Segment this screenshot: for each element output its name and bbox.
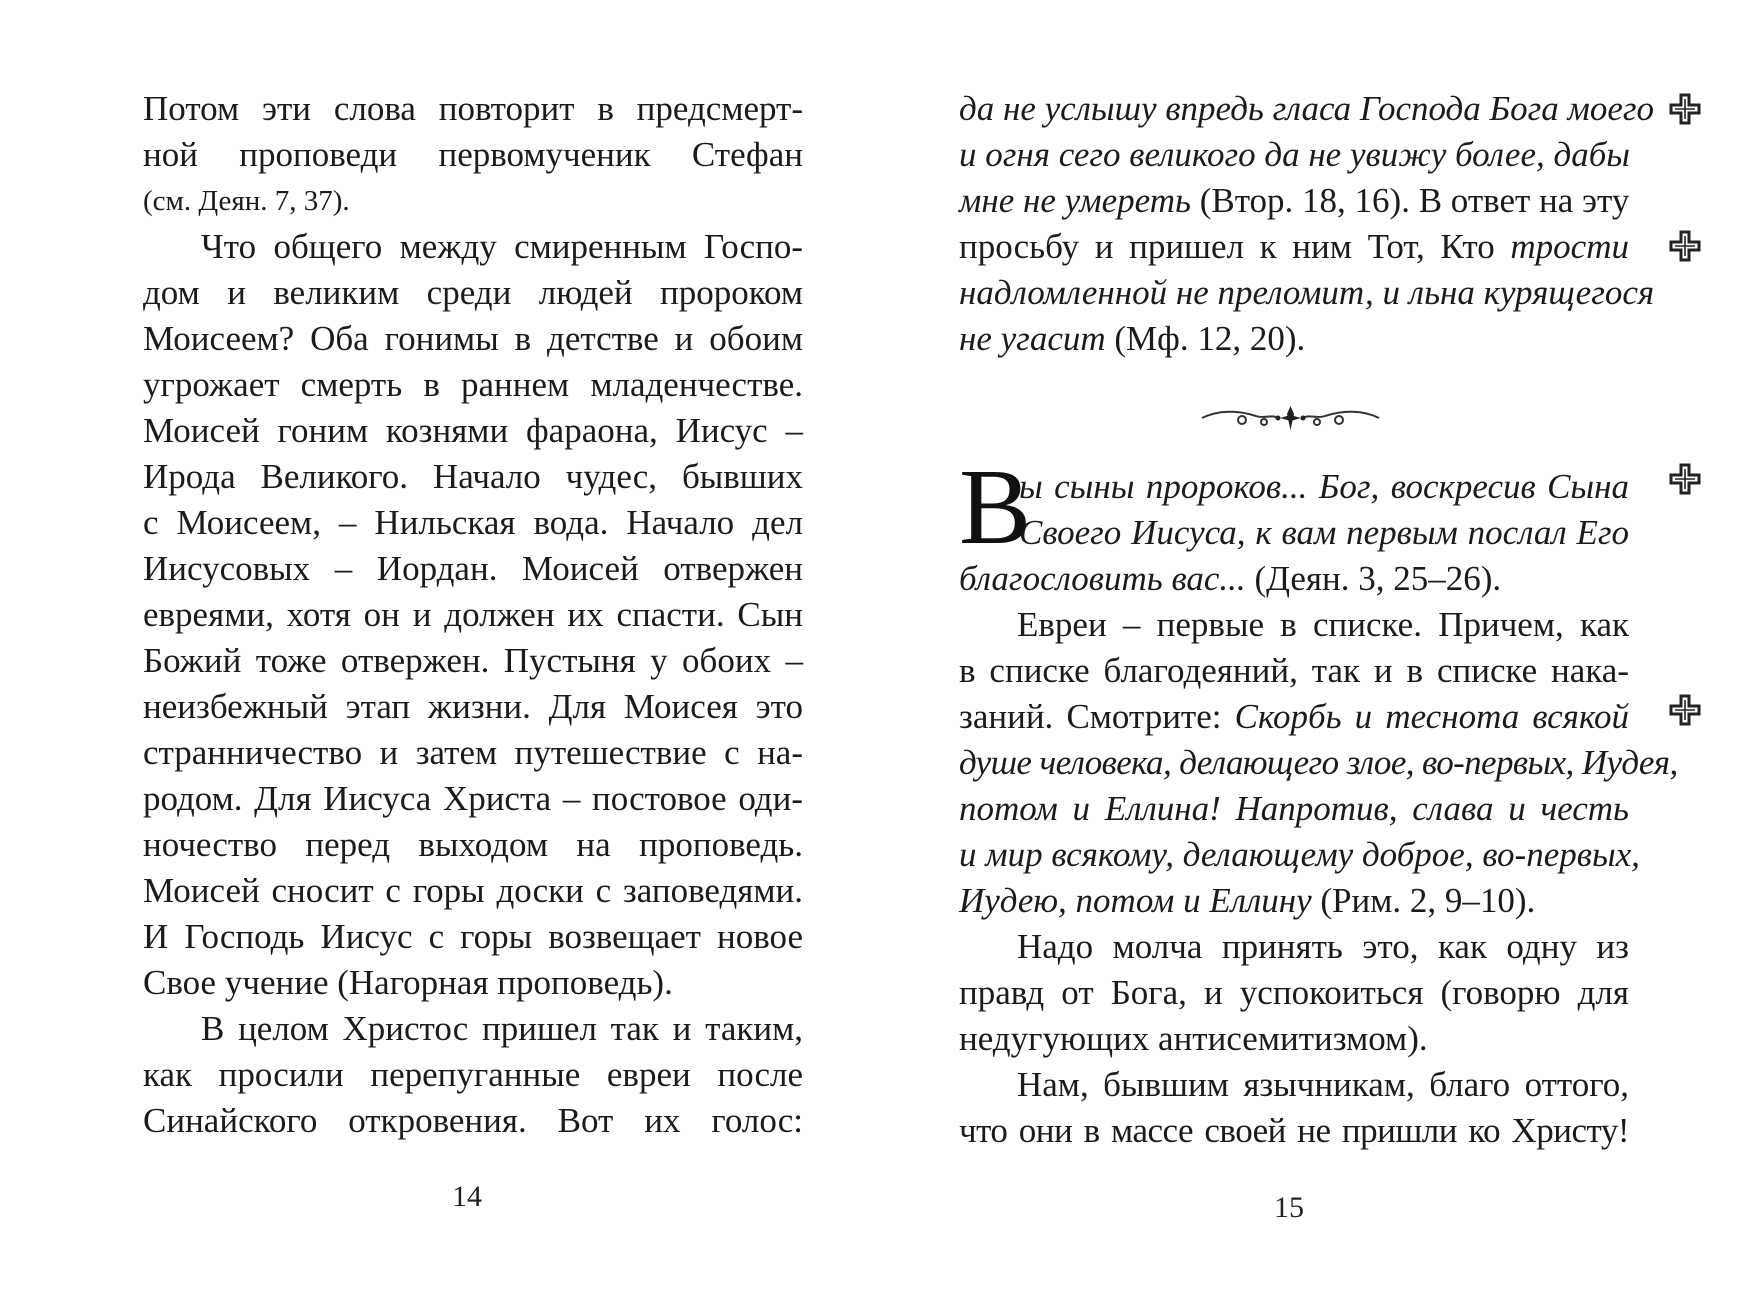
text-line: и мир всякому, делающему доброе, во-первых, [959, 835, 1640, 874]
drop-cap: В [959, 448, 1032, 567]
text-span: (Рим. 2, 9–10). [1311, 881, 1536, 920]
text-line: В целом Христос пришел так и таким, [201, 1009, 803, 1048]
text-line: надломленной не преломит, и льна курящегося [959, 273, 1655, 312]
text-line [959, 878, 1629, 924]
drop-cap-paragraph [959, 448, 1629, 602]
text-line: правд от Бога, и успокоиться (говорю для [959, 973, 1629, 1012]
italic-span: трости [1510, 227, 1629, 266]
text-line: угрожает смерть в раннем младенчестве. [143, 365, 803, 404]
text-span: (Деян. 3, 25–26). [1245, 559, 1502, 598]
text-line: евреями, хотя он и должен их спасти. Сын [143, 595, 803, 634]
text-line: Потом эти слова повторит в предсмерт- [143, 89, 803, 128]
text-line: И Господь Иисус с горы возвещает новое [143, 917, 803, 956]
text-span: (Мф. 12, 20). [1105, 319, 1306, 358]
text-line: да не услышу впредь гласа Господа Бога моего [959, 89, 1655, 128]
cross-icon [1668, 92, 1702, 126]
cross-icon [1668, 229, 1702, 263]
text-line: Моисей сносит с горы доски с заповедями. [143, 871, 803, 910]
text-line: ночество перед выходом на проповедь. [143, 825, 803, 864]
cross-icon [1668, 462, 1702, 496]
right-page-top-text [959, 86, 1655, 362]
text-line: ы сыны пророков... Бог, воскресив Сына [1019, 467, 1629, 506]
text-line [959, 556, 1629, 602]
text-line: как просили перепуганные евреи после [143, 1055, 803, 1094]
text-line: душе человека, делающего злое, во-первых, Иудея, [959, 743, 1678, 782]
text-line [959, 224, 1629, 270]
text-line: потом и Еллина! Напротив, слава и честь [959, 789, 1629, 828]
text-line: Надо молча принять это, как одну из [1017, 927, 1629, 966]
italic-span: благословить вас... [959, 559, 1246, 598]
right-page-section [959, 448, 1678, 1154]
text-span: просьбу и пришел к ним Тот, Кто [959, 227, 1511, 266]
italic-span: мне не умереть [959, 181, 1191, 220]
text-span: заний. Смотрите: [959, 697, 1235, 736]
right-page [878, 0, 1755, 1291]
text-line: дом и великим среди людей пророком [143, 273, 803, 312]
text-line [959, 694, 1629, 740]
text-line: Евреи – первые в списке. Причем, как [1017, 605, 1629, 644]
text-span: (Втор. 18, 16). В ответ на эту [1190, 181, 1630, 220]
text-line: Ирода Великого. Начало чудес, бывших [143, 457, 803, 496]
page-number-left: 14 [452, 1180, 482, 1213]
text-line: Иисусовых – Иордан. Моисей отвержен [143, 549, 803, 588]
text-line: родом. Для Иисуса Христа – постовое оди- [143, 779, 803, 818]
text-line: и огня сего великого да не увижу более, дабы [959, 135, 1631, 174]
text-line: Моисей гоним кознями фараона, Иисус – [143, 411, 803, 450]
text-line: Своего Иисуса, к вам первым послал Его [1019, 513, 1629, 552]
text-line: Моисеем? Оба гонимы в детстве и обоим [143, 319, 803, 358]
text-line [959, 316, 1629, 362]
text-line: Нам, бывшим язычникам, благо оттого, [1017, 1065, 1629, 1104]
flourish-divider-icon [1198, 400, 1383, 436]
italic-span: Скорбь и теснота всякой [1234, 697, 1629, 736]
italic-span: не угасит [959, 319, 1106, 358]
text-line: странничество и затем путешествие с на- [143, 733, 803, 772]
italic-span: Иудею, потом и Еллину [959, 881, 1312, 920]
text-line: (см. Деян. 7, 37). [143, 185, 350, 217]
text-line [959, 178, 1629, 224]
text-line: в списке благодеяний, так и в списке нака- [959, 651, 1629, 690]
cross-icon [1668, 693, 1702, 727]
text-line: Что общего между смиренным Госпо- [201, 227, 803, 266]
text-line: Свое учение (Нагорная проповедь). [143, 963, 673, 1002]
text-line: Синайского откровения. Вот их голос: [143, 1101, 803, 1140]
text-line: ной проповеди первомученик Стефан [143, 135, 803, 174]
text-line: Божий тоже отвержен. Пустыня у обоих – [143, 641, 803, 680]
left-page-text [143, 86, 803, 1144]
text-line: что они в массе своей не пришли ко Христу! [959, 1111, 1629, 1150]
text-line: недугующих антисемитизмом). [959, 1019, 1428, 1058]
text-line: неизбежный этап жизни. Для Моисея это [143, 687, 803, 726]
text-line: с Моисеем, – Нильская вода. Начало дел [143, 503, 803, 542]
page-number-right: 15 [1274, 1191, 1304, 1224]
